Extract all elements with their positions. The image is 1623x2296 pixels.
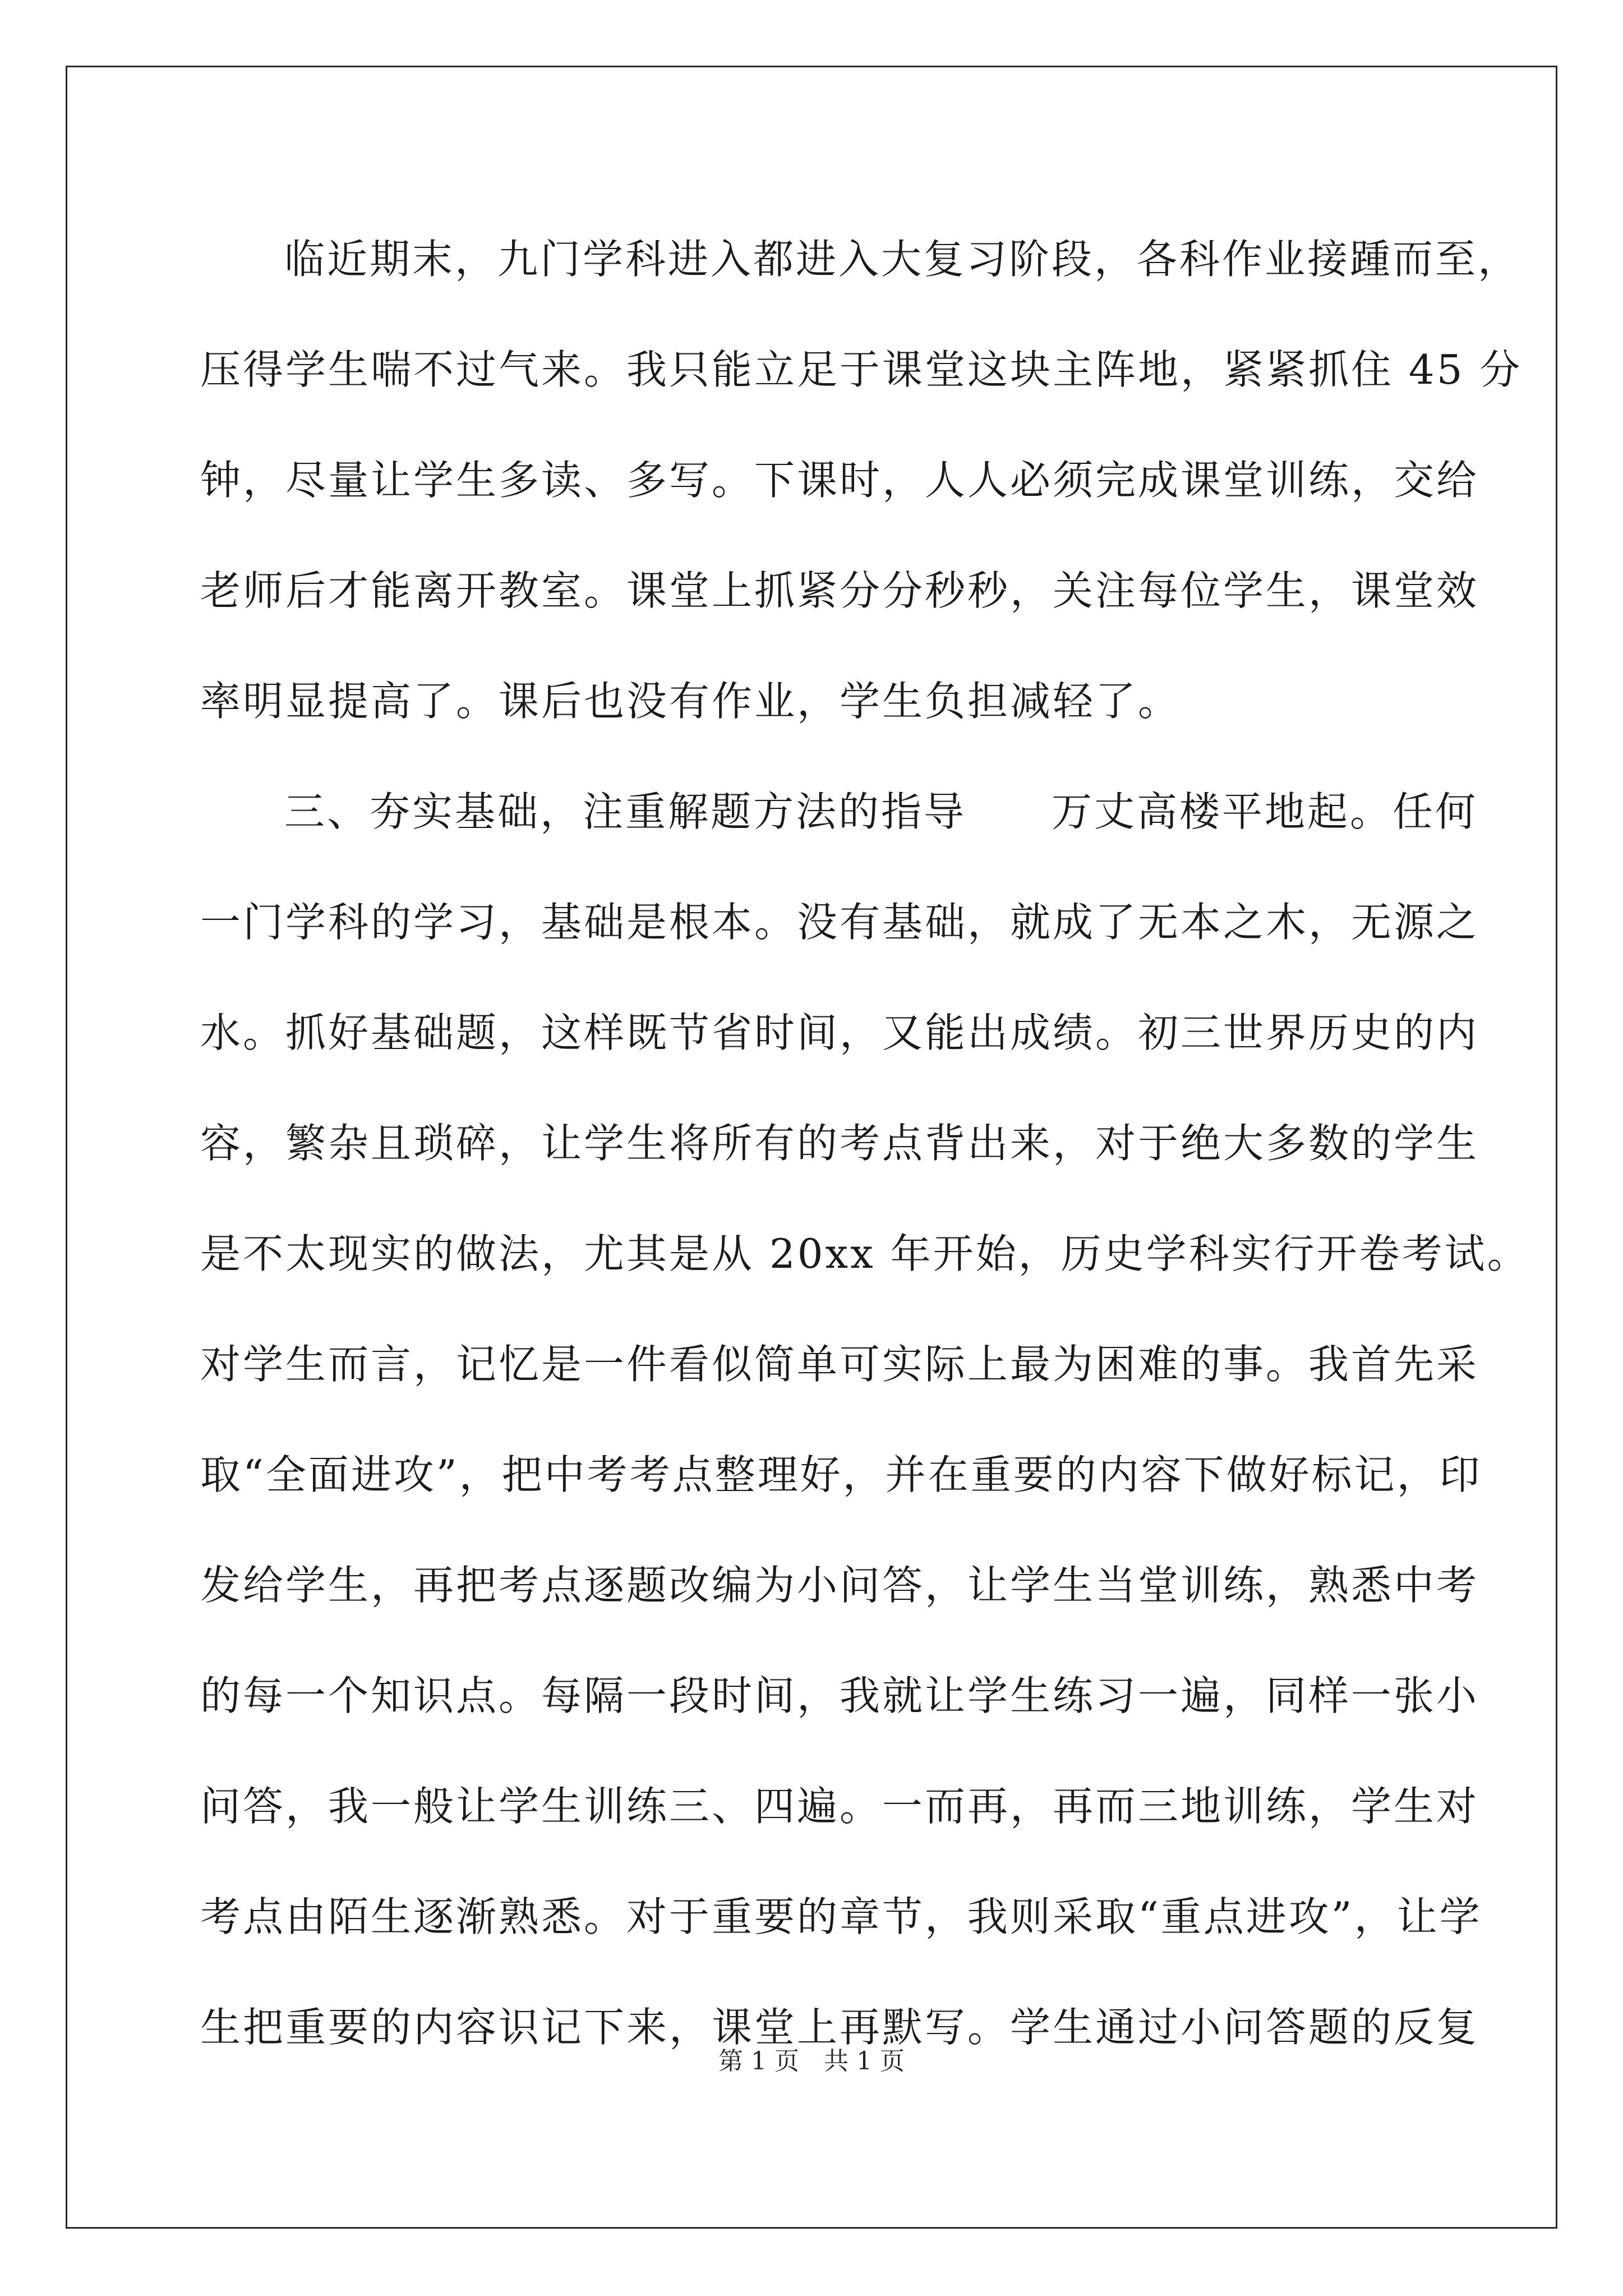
text-line: 率明显提高了。课后也没有作业，学生负担减轻了。 (200, 678, 1181, 725)
text-line: 临近期末，九门学科进入都进入大复习阶段，各科作业接踵而至， (284, 236, 1521, 283)
text-line: 是不太现实的做法，尤其是从 20xx 年开始，历史学科实行开卷考试。 (200, 1230, 1530, 1277)
document-body (200, 204, 1530, 2083)
text-line: 问答，我一般让学生训练三、四遍。一而再，再而三地训练，学生对 (200, 1783, 1479, 1830)
text-line: 一门学科的学习，基础是根本。没有基础，就成了无本之木，无源之 (200, 899, 1479, 946)
text-line: 生把重要的内容识记下来，课堂上再默写。学生通过小问答题的反复 (200, 2004, 1479, 2051)
text-line: 容，繁杂且琐碎，让学生将所有的考点背出来，对于绝大多数的学生 (200, 1120, 1479, 1167)
text-line: 发给学生，再把考点逐题改编为小问答，让学生当堂训练，熟悉中考 (200, 1562, 1479, 1609)
text-line: 考点由陌生逐渐熟悉。对于重要的章节，我则采取“重点进攻”，让学 (200, 1893, 1482, 1940)
text-line: 水。抓好基础题，这样既节省时间，又能出成绩。初三世界历史的内 (200, 1009, 1479, 1056)
text-line: 钟，尽量让学生多读、多写。下课时，人人必须完成课堂训练，交给 (200, 457, 1479, 504)
text-line: 取“全面进攻”，把中考考点整理好，并在重要的内容下做好标记，印 (200, 1451, 1482, 1498)
text-line: 的每一个知识点。每隔一段时间，我就让学生练习一遍，同样一张小 (200, 1672, 1479, 1719)
text-line: 老师后才能离开教室。课堂上抓紧分分秒秒，关注每位学生，课堂效 (200, 567, 1479, 614)
text-line: 压得学生喘不过气来。我只能立足于课堂这块主阵地，紧紧抓住 45 分 (200, 346, 1523, 393)
page-number-footer: 第 1 页 共 1 页 (718, 2047, 905, 2076)
text-line: 对学生而言，记忆是一件看似简单可实际上最为困难的事。我首先采 (200, 1341, 1479, 1388)
text-line: 三、夯实基础，注重解题方法的指导 万丈高楼平地起。任何 (284, 788, 1478, 835)
